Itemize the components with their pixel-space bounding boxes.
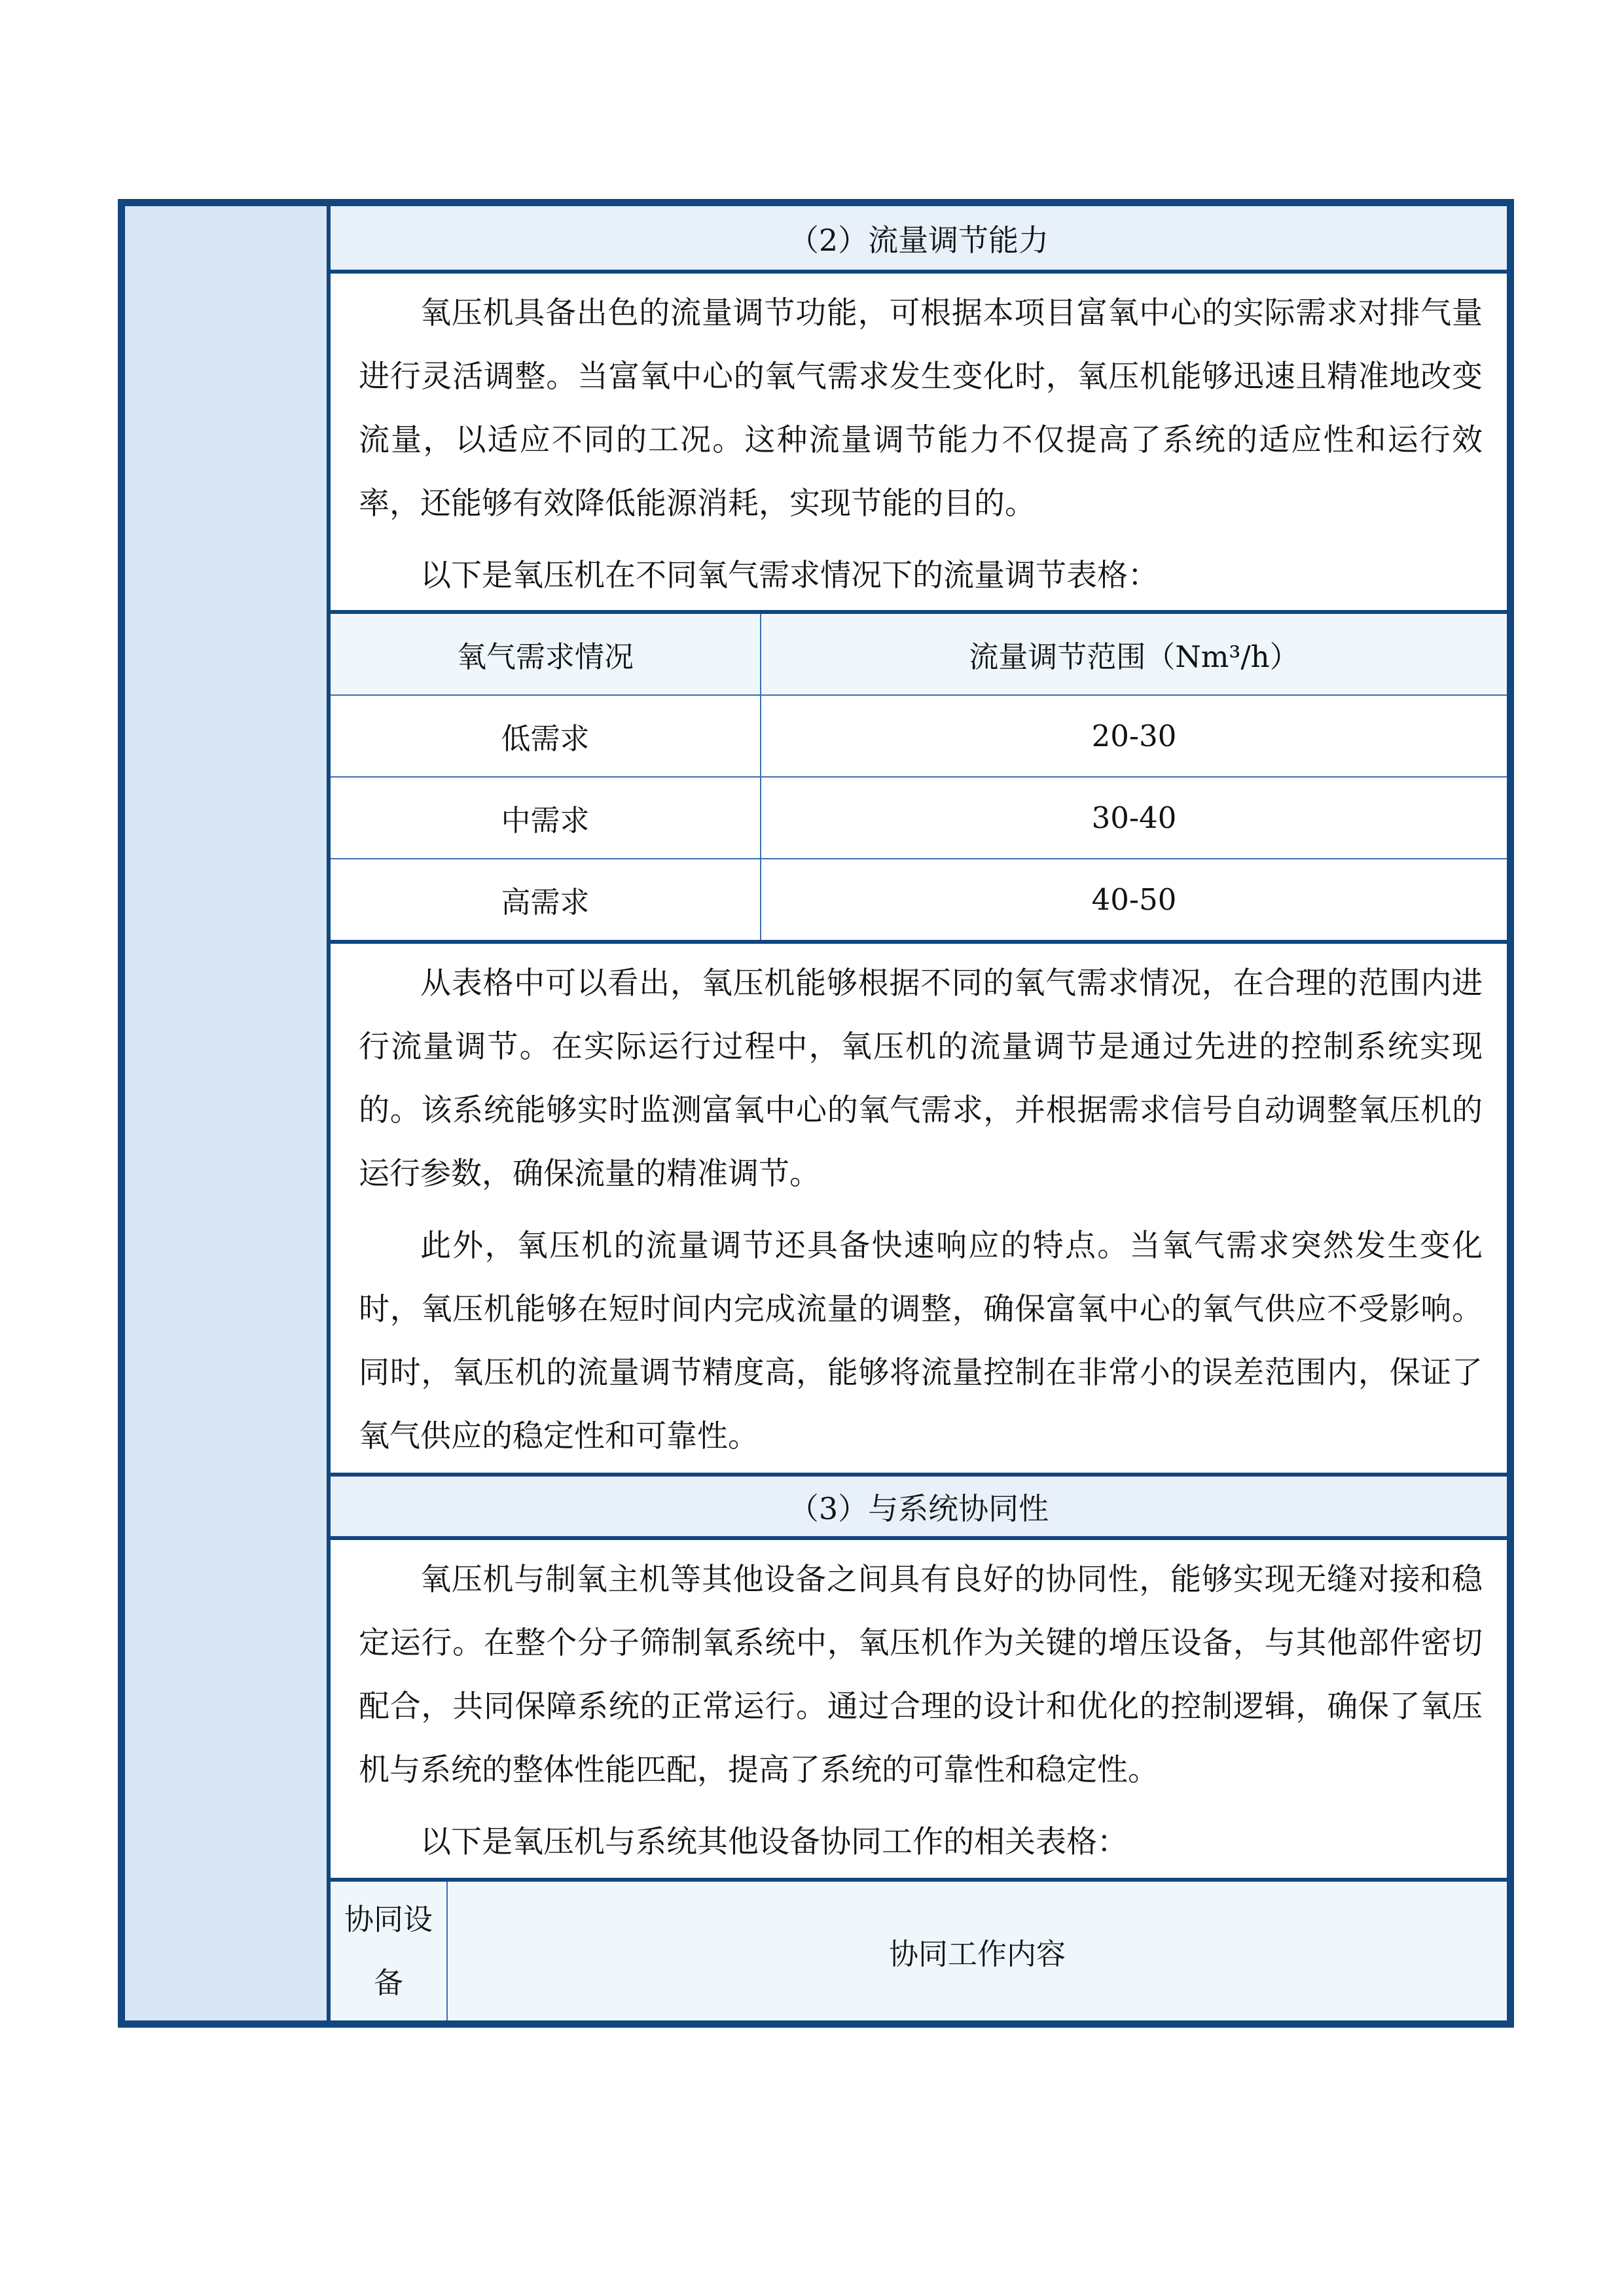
table-cell: 中需求: [331, 777, 761, 859]
column-header: 氧气需求情况: [331, 614, 761, 695]
paragraph: 以下是氧压机与系统其他设备协同工作的相关表格：: [420, 1824, 1128, 1860]
table-cell: 30-40: [761, 777, 1507, 859]
section-3-title: [331, 1477, 1507, 1540]
section-2-intro: [331, 274, 1507, 614]
paragraph: 从表格中可以看出，氧压机能够根据不同的氧气需求情况，在合理的范围内进行流量调节。在实际运行过程中，氧压机的流量调节是通过先进的控制系统实现的。该系统能够实时监测富氧中心的氧气需求，并根据需求信号自动调整氧压机的运行参数，确保流量的精准调节。: [359, 965, 1483, 1192]
section-2-title: [331, 206, 1507, 274]
flow-range-table: [331, 614, 1507, 944]
paragraph: 氧压机与制氧主机等其他设备之间具有良好的协同性，能够实现无缝对接和稳定运行。在整个分子筛制氧系统中，氧压机作为关键的增压设备，与其他部件密切配合，共同保障系统的正常运行。通过合理的设计和优化的控制逻辑，确保了氧压机与系统的整体性能匹配，提高了系统的可靠性和稳定性。: [359, 1562, 1483, 1788]
table-cell: 低需求: [331, 695, 761, 777]
column-header: 协同工作内容: [447, 1882, 1507, 2020]
paragraph: 氧压机具备出色的流量调节功能，可根据本项目富氧中心的实际需求对排气量进行灵活调整。当富氧中心的氧气需求发生变化时，氧压机能够迅速且精准地改变流量，以适应不同的工况。这种流量调节能力不仅提高了系统的适应性和运行效率，还能够有效降低能源消耗，实现节能的目的。: [359, 295, 1483, 522]
cooperation-table: [331, 1882, 1507, 2020]
paragraph: 此外，氧压机的流量调节还具备快速响应的特点。当氧气需求突然发生变化时，氧压机能够在短时间内完成流量的调整，确保富氧中心的氧气供应不受影响。同时，氧压机的流量调节精度高，能够将流量控制在非常小的误差范围内，保证了氧气供应的稳定性和可靠性。: [359, 1228, 1483, 1454]
section-title-text: （2）流量调节能力: [788, 222, 1049, 258]
section-2-conclusion: [331, 944, 1507, 1477]
column-header: 流量调节范围（Nm³/h）: [761, 614, 1507, 695]
table-header-row: [331, 1882, 1507, 2020]
table-row: [331, 777, 1507, 859]
table-cell: 20-30: [761, 695, 1507, 777]
document-table: [118, 199, 1514, 2028]
table-cell: 高需求: [331, 859, 761, 940]
table-header-row: [331, 614, 1507, 695]
left-label-column: [125, 206, 331, 2020]
table-cell: 40-50: [761, 859, 1507, 940]
table-row: [331, 695, 1507, 777]
section-3-intro: [331, 1540, 1507, 1882]
table-row: [331, 859, 1507, 940]
column-header: 协同设备: [331, 1882, 447, 2020]
section-title-text: （3）与系统协同性: [788, 1490, 1049, 1526]
paragraph: 以下是氧压机在不同氧气需求情况下的流量调节表格：: [420, 558, 1159, 594]
